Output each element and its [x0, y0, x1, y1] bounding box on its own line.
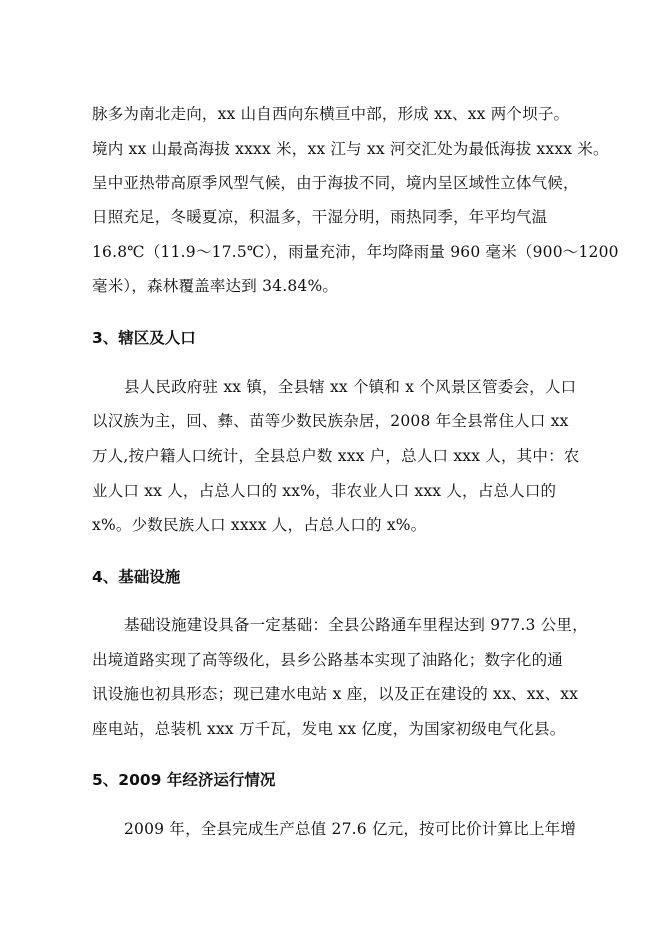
paragraph-line: 2009 年，全县完成生产总值 27.6 亿元，按可比价计算比上年增 [124, 820, 577, 838]
paragraph-line: 座电站，总装机 xxx 万千瓦，发电 xx 亿度，为国家初级电气化县。 [92, 720, 566, 738]
paragraph-line: 毫米），森林覆盖率达到 34.84%。 [92, 277, 339, 295]
paragraph-line: 脉多为南北走向，xx 山自西向东横亘中部，形成 xx、xx 两个坝子。 [92, 105, 570, 123]
paragraph-line: 出境道路实现了高等级化，县乡公路基本实现了油路化；数字化的通 [92, 651, 564, 669]
paragraph-line: 以汉族为主，回、彝、苗等少数民族杂居，2008 年全县常住人口 xx [92, 412, 569, 430]
paragraph-line: 境内 xx 山最高海拔 xxxx 米，xx 江与 xx 河交汇处为最低海拔 xxxx 米。 [92, 140, 609, 158]
paragraph-line: 呈中亚热带高原季风型气候，由于海拔不同，境内呈区域性立体气候， [92, 174, 579, 192]
paragraph-line: 业人口 xx 人，占总人口的 xx%，非农业人口 xxx 人，占总人口的 [92, 482, 557, 500]
paragraph-line: 日照充足，冬暖夏凉，积温多，干湿分明，雨热同季，年平均气温 [92, 208, 548, 226]
paragraph-line: 万人,按户籍人口统计，全县总户数 xxx 户，总人口 xxx 人，其中：农 [92, 447, 580, 465]
paragraph-line: x%。少数民族人口 xxxx 人，占总人口的 x%。 [92, 516, 427, 534]
paragraph-line: 基础设施建设具备一定基础：全县公路通车里程达到 977.3 公里， [124, 616, 588, 634]
paragraph-line: 16.8℃（11.9～17.5℃），雨量充沛，年均降雨量 960 毫米（900～1200 [92, 243, 619, 261]
section-heading: 4、基础设施 [92, 568, 181, 586]
paragraph-line: 讯设施也初具形态；现已建水电站 x 座，以及正在建设的 xx、xx、xx [92, 685, 579, 703]
paragraph-line: 县人民政府驻 xx 镇，全县辖 xx 个镇和 x 个风景区管委会，人口 [124, 378, 577, 396]
section-heading: 5、2009 年经济运行情况 [92, 771, 276, 789]
section-heading: 3、辖区及人口 [92, 329, 196, 347]
